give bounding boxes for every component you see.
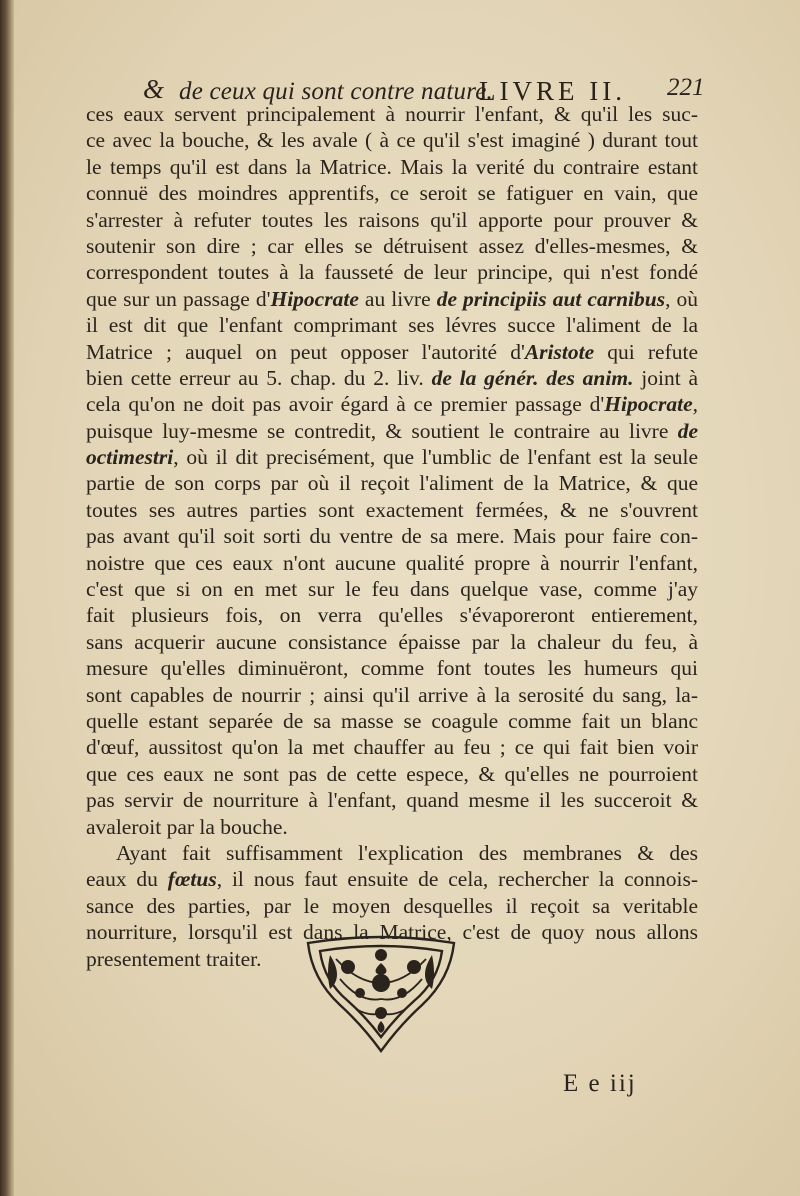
author-name: Hipocrate xyxy=(604,392,693,417)
text-line: quelle estant separée de sa masse se coagule comme fait un blanc xyxy=(86,708,698,733)
text-line: il est dit que l'enfant comprimant ses lévres succe l'aliment de la xyxy=(86,313,698,338)
author-name: Hipocrate xyxy=(270,286,359,311)
text-line: le temps qu'il est dans la Matrice. Mais la verité du contraire estant xyxy=(86,154,698,179)
book-spine-shadow xyxy=(0,0,14,1196)
book-title: de xyxy=(677,418,698,443)
text-line: octimestri, où il dit precisément, que l'umblic de l'enfant est la seule xyxy=(86,445,698,470)
text-line: d'œuf, aussitost qu'on la met chauffer au feu ; ce qui fait bien voir xyxy=(86,735,698,760)
text-line: connuë des moindres apprentifs, ce seroit se fatiguer en vain, que xyxy=(86,181,698,206)
text-line: mesure qu'elles diminuëront, comme font toutes les humeurs qui xyxy=(86,656,698,681)
text-line: partie de son corps par où il reçoit l'aliment de la Matrice, & que xyxy=(86,471,698,496)
latin-term: fœtus xyxy=(167,867,217,892)
text-line: fait plusieurs fois, on verra qu'elles s'évaporeront entierement, xyxy=(86,603,698,628)
text-line: cela qu'on ne doit pas avoir égard à ce premier passage d'Hipocrate, xyxy=(86,392,698,417)
text-line: noistre que ces eaux n'ont aucune qualité propre à nourrir l'enfant, xyxy=(86,550,698,575)
text-line: sance des parties, par le moyen desquelles il reçoit sa veritable xyxy=(86,893,698,918)
page-number: 221 xyxy=(667,74,705,101)
text-line: que sur un passage d'Hipocrate au livre de principiis aut carnibus, où xyxy=(86,286,698,311)
text-line: correspondent toutes à la fausseté de leur principe, qui n'est fondé xyxy=(86,260,698,285)
fleuron-ornament-icon xyxy=(300,933,462,1057)
text-line: Ayant fait suffisamment l'explication des membranes & des xyxy=(116,840,698,865)
text-line: pas avant qu'il soit sorti du ventre de sa mere. Mais pour faire con- xyxy=(86,524,698,549)
text-line: toutes ses autres parties sont exactement fermées, & ne s'ouvrent xyxy=(86,497,698,522)
text-line: Matrice ; auquel on peut opposer l'autorité d'Aristote qui refute xyxy=(86,339,698,364)
text-line: s'arrester à refuter toutes les raisons qu'il apporte pour prouver & xyxy=(86,207,698,232)
running-title: de ceux qui sont contre nature. xyxy=(179,78,493,105)
text-line: c'est que si on en met sur le feu dans quelque vase, comme j'ay xyxy=(86,577,698,602)
text-line: bien cette erreur au 5. chap. du 2. liv. de la génér. des anim. joint à xyxy=(86,365,698,390)
text-body xyxy=(86,101,698,972)
text-line: ce avec la bouche, & les avale ( à ce qu'il s'est imaginé ) durant tout xyxy=(86,128,698,153)
signature-mark: E e iij xyxy=(563,1070,637,1097)
text-line: pas servir de nourriture à l'enfant, quand mesme il les succeroit & xyxy=(86,788,698,813)
text-line: que ces eaux ne sont pas de cette espece, & qu'elles ne pourroient xyxy=(86,761,698,786)
text-line: soutenir son dire ; car elles se détruisent assez d'elles-mesmes, & xyxy=(86,233,698,258)
book-number: LIVRE II. xyxy=(479,76,626,106)
text-line: ces eaux servent principalement à nourrir l'enfant, & qu'il les suc- xyxy=(86,102,698,126)
book-title: octimestri xyxy=(86,445,174,470)
text-line: presentement traiter. xyxy=(86,946,262,971)
text-line: avaleroit par la bouche. xyxy=(86,814,288,839)
text-line: puisque luy-mesme se contredit, & soutient le contraire au livre de xyxy=(86,418,698,443)
text-line: eaux du fœtus, il nous faut ensuite de cela, rechercher la connois- xyxy=(86,867,698,892)
text-line: sans acquerir aucune consistance épaisse par la chaleur du feu, à xyxy=(86,629,698,654)
text-line: nourriture, lorsqu'il est dans la Matrice, c'est de quoy nous allons xyxy=(86,920,698,945)
ampersand-ornament: & xyxy=(143,74,165,104)
author-name: Aristote xyxy=(524,339,595,364)
book-title: de principiis aut carnibus xyxy=(436,286,666,311)
book-title: de la génér. des anim. xyxy=(431,365,634,390)
text-line: sont capables de nourrir ; ainsi qu'il arrive à la serosité du sang, la- xyxy=(86,682,698,707)
